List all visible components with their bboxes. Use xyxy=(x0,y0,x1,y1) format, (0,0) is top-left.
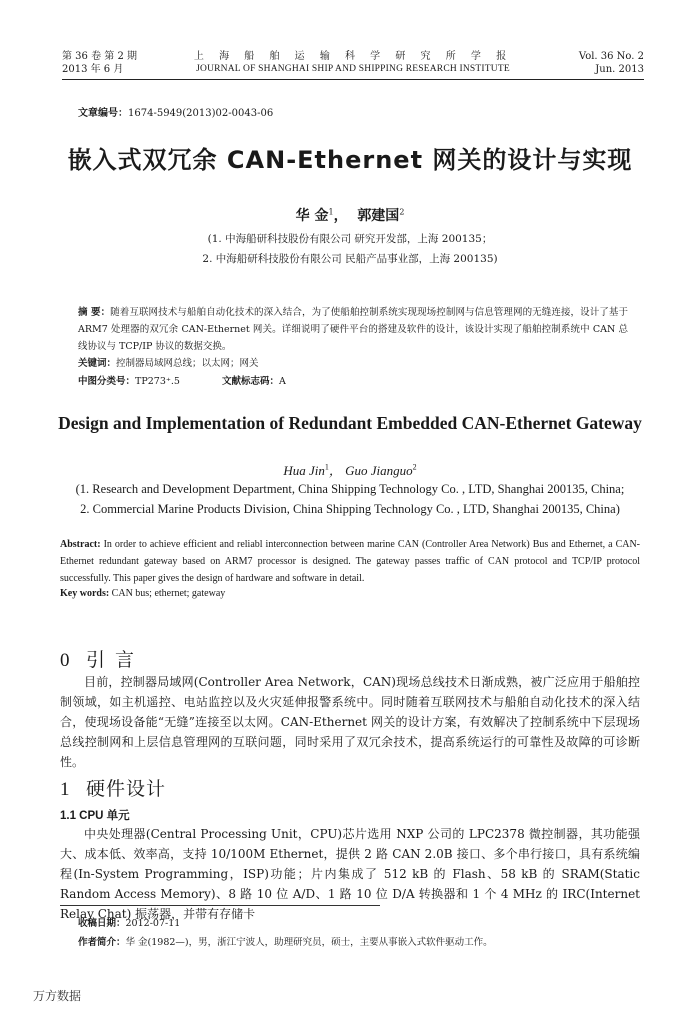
author-bio xyxy=(78,934,493,948)
author-2-cn: 郭建国 xyxy=(357,208,400,224)
keywords-en xyxy=(60,588,225,599)
author-bio-text: 华 金(1982—)，男，浙江宁波人，助理研究员，硕士，主要从事嵌入式软件驱动工作。 xyxy=(125,937,493,948)
keywords-en-text: CAN bus; ethernet; gateway xyxy=(111,588,226,599)
author-en-separator: ， xyxy=(328,463,346,478)
watermark: 万方数据 xyxy=(33,989,82,1003)
section-1-heading xyxy=(60,774,166,801)
author-1-cn: 华 金 xyxy=(295,208,329,224)
author-separator: ， xyxy=(333,208,348,224)
received-label: 收稿日期： xyxy=(78,918,126,929)
author-1-sup: 1 xyxy=(328,207,334,217)
article-number-value: 1674-5949(2013)02-0043-06 xyxy=(128,108,274,119)
keywords-en-label: Key words: xyxy=(60,588,110,599)
journal-name-en: JOURNAL OF SHANGHAI SHIP AND SHIPPING RESEARCH INSTITUTE xyxy=(196,64,510,74)
affiliation-cn-1: (1. 中海船研科技股份有限公司 研究开发部，上海 200135； xyxy=(207,233,493,245)
affiliation-en-2: 2. Commercial Marine Products Division, China Shipping Technology Co. , LTD, Shanghai 200135, China) xyxy=(80,502,620,516)
authors-en xyxy=(0,460,700,479)
header-rule xyxy=(62,79,644,80)
doc-code-label: 文献标志码： xyxy=(222,376,280,387)
keywords-cn xyxy=(78,356,259,372)
title-cn: 嵌入式双冗余 CAN-Ethernet 网关的设计与实现 xyxy=(67,146,633,174)
abstract-en-text: In order to achieve efficient and reliabl interconnection between marine CAN (Controller Area Network) Bus and Ethernet, a CAN-Ethernet redundant gateway based on ARM7 processor is designed. The gateway passes traffic of CAN protocol and TCP/IP protocol successfully. This paper gives the design of hardware and software in detail. xyxy=(60,539,641,584)
title-en: Design and Implementation of Redundant Embedded CAN-Ethernet Gateway xyxy=(58,413,642,433)
intro-text: 目前，控制器局域网(Controller Area Network，CAN)现场总线技术日渐成熟，被广泛应用于船舶控制领域，如主机遥控、电站监控以及火灾延伸报警系统中。同时随着互联网技术与船舶自动化技术的深入结合，使现场设备能“无缝”连接至以太网。CAN-Ethernet 网关的设计方案，有效解决了控制系统中下层现场总线控制网和上层信息管理网的互联问题，同时采用了双冗余技术，提高系统运行的可靠性及故障的可诊断性。 xyxy=(60,675,640,769)
section-0-heading xyxy=(60,645,144,672)
author-2-sup: 2 xyxy=(399,207,405,217)
issue-date: 2013 年 6 月 xyxy=(62,64,124,75)
clc-value: TP273⁺.5 xyxy=(135,376,180,387)
cpu-text: 中央处理器(Central Processing Unit，CPU)芯片选用 NXP 公司的 LPC2378 微控制器，其功能强大、成本低、效率高，支持 10/100M Ethernet，提供 2 路 CAN 2.0B 接口、多个串行接口，具有系统编程(In-System Programming，ISP)功能；片内集成了 512 kB 的 Flash、58 kB 的 SRAM(Static Random Access Memory)、8 路 10 位 A/D、1 路 10 位 D/A 转换器和 1 个 4 MHz 的 IRC(Internet Relay Chat) 振荡器，并带有存储卡 xyxy=(60,827,640,921)
authors-cn xyxy=(0,205,700,225)
subsection-1-1-heading: 1.1 CPU 单元 xyxy=(60,810,130,822)
author-1-en-sup: 1 xyxy=(324,462,329,472)
intro-paragraph xyxy=(60,672,640,772)
journal-name xyxy=(62,50,644,76)
section-1-number: 1 xyxy=(60,779,70,800)
keywords-cn-label: 关键词： xyxy=(78,358,117,369)
received-date xyxy=(78,915,180,929)
classification-line xyxy=(78,374,286,390)
section-0-number: 0 xyxy=(60,650,70,671)
author-2-en: Guo Jianguo xyxy=(345,463,413,478)
abstract-cn-text: 随着互联网技术与船舶自动化技术的深入结合，为了使船舶控制系统实现现场控制网与信息管理网的无缝连接，设计了基于 ARM7 处理器的双冗余 CAN-Ethernet 网关。详细说明了硬件平台的搭建及软件的设计，该设计实现了船舶控制系统中 CAN 总线协议与 TCP/IP 协议的数据交换。 xyxy=(78,307,628,352)
affiliation-cn-2: 2. 中海船研科技股份有限公司 民船产品事业部，上海 200135) xyxy=(202,253,498,265)
journal-name-cn: 上 海 船 舶 运 输 科 学 研 究 所 学 报 xyxy=(193,51,513,62)
doc-code-value: A xyxy=(279,376,286,387)
volume-issue: 第 36 卷 第 2 期 xyxy=(62,51,137,62)
abstract-en-label: Abstract: xyxy=(60,539,101,550)
author-bio-label: 作者简介： xyxy=(78,937,126,948)
running-header xyxy=(62,50,644,80)
keywords-cn-text: 控制器局域网总线；以太网；网关 xyxy=(116,358,259,369)
article-number xyxy=(78,104,273,119)
section-0-title: 引言 xyxy=(86,649,145,671)
article-number-label: 文章编号： xyxy=(78,108,128,119)
clc-label: 中图分类号： xyxy=(78,376,136,387)
abstract-en xyxy=(60,536,640,587)
abstract-cn xyxy=(78,304,628,355)
cpu-paragraph xyxy=(60,824,640,924)
footnote-rule xyxy=(60,905,380,906)
issue-date-en: Jun. 2013 xyxy=(595,64,644,75)
affiliation-en-1: (1. Research and Development Department, China Shipping Technology Co. , LTD, Shanghai 200135, China; xyxy=(75,482,625,496)
abstract-cn-label: 摘 要： xyxy=(78,307,111,318)
volume-issue-en: Vol. 36 No. 2 xyxy=(578,51,644,62)
issue-info-en xyxy=(579,50,644,76)
author-2-en-sup: 2 xyxy=(412,462,417,472)
received-value: 2012-07-11 xyxy=(125,918,181,929)
section-1-title: 硬件设计 xyxy=(86,778,167,800)
author-1-en: Hua Jin xyxy=(283,463,325,478)
